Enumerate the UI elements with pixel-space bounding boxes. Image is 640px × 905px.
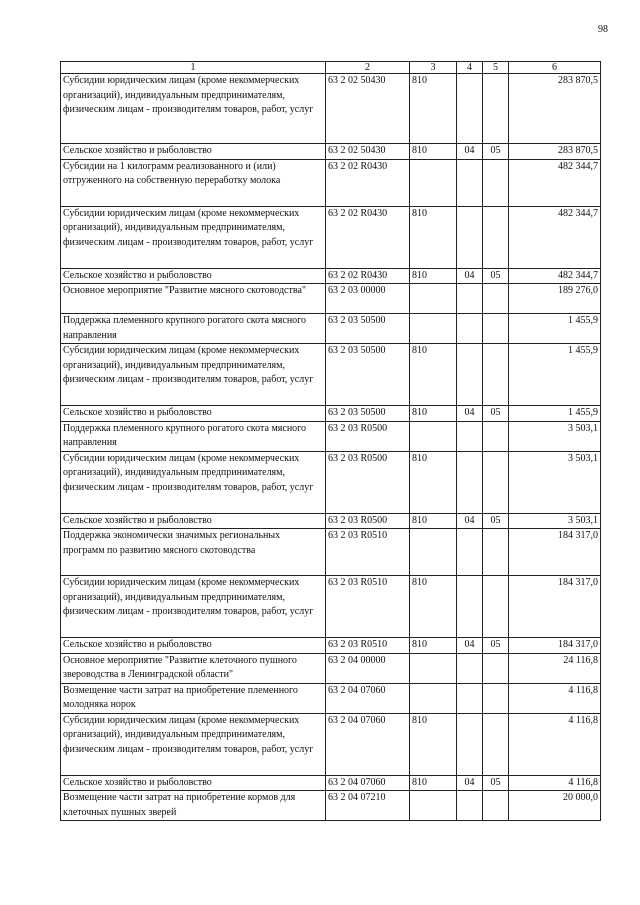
row-expense-type: 810 — [410, 713, 457, 775]
column-header: 5 — [483, 62, 509, 74]
row-name: Возмещение части затрат на приобретение кормов для клеточных пушных зверей — [61, 791, 326, 821]
table-row — [61, 683, 601, 713]
table-row — [61, 268, 601, 284]
row-name: Сельское хозяйство и рыболовство — [61, 144, 326, 160]
table-row — [61, 421, 601, 451]
table-row — [61, 638, 601, 654]
row-section — [457, 529, 483, 576]
row-subsection: 05 — [483, 513, 509, 529]
row-name: Поддержка экономически значимых региональных программ по развитию мясного скотоводства — [61, 529, 326, 576]
row-expense-type: 810 — [410, 576, 457, 638]
row-section — [457, 683, 483, 713]
row-amount: 482 344,7 — [509, 268, 601, 284]
row-expense-type — [410, 529, 457, 576]
row-code: 63 2 04 07060 — [326, 775, 410, 791]
table-row — [61, 144, 601, 160]
row-expense-type: 810 — [410, 206, 457, 268]
row-expense-type — [410, 683, 457, 713]
row-subsection — [483, 344, 509, 406]
row-subsection — [483, 653, 509, 683]
header-row — [61, 62, 601, 74]
table-row — [61, 576, 601, 638]
row-code: 63 2 03 00000 — [326, 284, 410, 314]
row-name: Сельское хозяйство и рыболовство — [61, 406, 326, 422]
row-section: 04 — [457, 513, 483, 529]
row-expense-type: 810 — [410, 406, 457, 422]
row-section — [457, 713, 483, 775]
row-amount: 482 344,7 — [509, 206, 601, 268]
row-code: 63 2 04 07060 — [326, 683, 410, 713]
row-name: Сельское хозяйство и рыболовство — [61, 775, 326, 791]
row-subsection — [483, 576, 509, 638]
row-subsection — [483, 284, 509, 314]
row-section — [457, 653, 483, 683]
row-amount: 283 870,5 — [509, 144, 601, 160]
table-row — [61, 344, 601, 406]
row-section — [457, 159, 483, 206]
table-row — [61, 451, 601, 513]
table-row — [61, 159, 601, 206]
row-section — [457, 284, 483, 314]
row-section — [457, 74, 483, 144]
row-expense-type — [410, 284, 457, 314]
column-header: 6 — [509, 62, 601, 74]
row-name: Субсидии юридическим лицам (кроме некоммерческих организаций), индивидуальным предпринимателям, физическим лицам - производителям товаров, работ, услуг — [61, 451, 326, 513]
row-code: 63 2 02 50430 — [326, 144, 410, 160]
row-subsection: 05 — [483, 638, 509, 654]
row-section — [457, 576, 483, 638]
row-code: 63 2 04 07210 — [326, 791, 410, 821]
row-amount: 4 116,8 — [509, 713, 601, 775]
row-code: 63 2 03 50500 — [326, 344, 410, 406]
row-subsection — [483, 74, 509, 144]
row-expense-type — [410, 314, 457, 344]
row-expense-type — [410, 653, 457, 683]
row-amount: 20 000,0 — [509, 791, 601, 821]
row-section — [457, 314, 483, 344]
row-expense-type: 810 — [410, 144, 457, 160]
table-row — [61, 284, 601, 314]
row-subsection — [483, 159, 509, 206]
row-name: Возмещение части затрат на приобретение племенного молодняка норок — [61, 683, 326, 713]
row-expense-type: 810 — [410, 74, 457, 144]
row-name: Поддержка племенного крупного рогатого скота мясного направления — [61, 314, 326, 344]
row-name: Основное мероприятие "Развитие мясного скотоводства" — [61, 284, 326, 314]
row-section: 04 — [457, 775, 483, 791]
row-section — [457, 421, 483, 451]
row-amount: 482 344,7 — [509, 159, 601, 206]
row-subsection — [483, 314, 509, 344]
row-expense-type — [410, 791, 457, 821]
row-name: Субсидии юридическим лицам (кроме некоммерческих организаций), индивидуальным предпринимателям, физическим лицам - производителям товаров, работ, услуг — [61, 206, 326, 268]
row-amount: 4 116,8 — [509, 775, 601, 791]
row-subsection — [483, 529, 509, 576]
row-amount: 1 455,9 — [509, 406, 601, 422]
row-subsection — [483, 451, 509, 513]
row-section — [457, 206, 483, 268]
row-name: Сельское хозяйство и рыболовство — [61, 268, 326, 284]
row-name: Субсидии юридическим лицам (кроме некоммерческих организаций), индивидуальным предпринимателям, физическим лицам - производителям товаров, работ, услуг — [61, 74, 326, 144]
row-amount: 1 455,9 — [509, 314, 601, 344]
row-amount: 283 870,5 — [509, 74, 601, 144]
table-row — [61, 775, 601, 791]
row-code: 63 2 03 50500 — [326, 314, 410, 344]
row-name: Основное мероприятие "Развитие клеточного пушного звероводства в Ленинградской области" — [61, 653, 326, 683]
table-row — [61, 406, 601, 422]
row-amount: 184 317,0 — [509, 638, 601, 654]
row-subsection — [483, 683, 509, 713]
budget-table — [60, 61, 601, 821]
row-section — [457, 791, 483, 821]
row-subsection: 05 — [483, 775, 509, 791]
row-expense-type: 810 — [410, 513, 457, 529]
row-code: 63 2 02 50430 — [326, 74, 410, 144]
row-expense-type: 810 — [410, 775, 457, 791]
table-row — [61, 314, 601, 344]
page-number: 98 — [598, 24, 608, 35]
row-code: 63 2 03 R0500 — [326, 451, 410, 513]
table-row — [61, 529, 601, 576]
row-code: 63 2 03 50500 — [326, 406, 410, 422]
row-subsection — [483, 206, 509, 268]
row-amount: 3 503,1 — [509, 451, 601, 513]
row-expense-type: 810 — [410, 638, 457, 654]
row-amount: 184 317,0 — [509, 529, 601, 576]
column-header: 3 — [410, 62, 457, 74]
row-code: 63 2 02 R0430 — [326, 159, 410, 206]
row-section: 04 — [457, 406, 483, 422]
column-header: 2 — [326, 62, 410, 74]
table-row — [61, 206, 601, 268]
row-name: Субсидии на 1 килограмм реализованного и (или) отгруженного на собственную переработку молока — [61, 159, 326, 206]
row-name: Субсидии юридическим лицам (кроме некоммерческих организаций), индивидуальным предпринимателям, физическим лицам - производителям товаров, работ, услуг — [61, 576, 326, 638]
row-code: 63 2 03 R0510 — [326, 638, 410, 654]
table-row — [61, 791, 601, 821]
row-section: 04 — [457, 144, 483, 160]
row-section — [457, 344, 483, 406]
row-amount: 184 317,0 — [509, 576, 601, 638]
table-row — [61, 513, 601, 529]
row-name: Поддержка племенного крупного рогатого скота мясного направления — [61, 421, 326, 451]
row-expense-type: 810 — [410, 268, 457, 284]
row-code: 63 2 03 R0510 — [326, 529, 410, 576]
row-amount: 4 116,8 — [509, 683, 601, 713]
row-code: 63 2 04 07060 — [326, 713, 410, 775]
row-subsection: 05 — [483, 268, 509, 284]
row-amount: 189 276,0 — [509, 284, 601, 314]
table-row — [61, 713, 601, 775]
row-subsection — [483, 421, 509, 451]
row-amount: 1 455,9 — [509, 344, 601, 406]
row-expense-type: 810 — [410, 451, 457, 513]
row-code: 63 2 03 R0500 — [326, 421, 410, 451]
row-subsection: 05 — [483, 144, 509, 160]
table-row — [61, 74, 601, 144]
row-expense-type: 810 — [410, 344, 457, 406]
row-code: 63 2 02 R0430 — [326, 206, 410, 268]
row-section — [457, 451, 483, 513]
row-name: Сельское хозяйство и рыболовство — [61, 513, 326, 529]
row-amount: 3 503,1 — [509, 513, 601, 529]
row-expense-type — [410, 421, 457, 451]
table-row — [61, 653, 601, 683]
row-subsection — [483, 713, 509, 775]
row-amount: 24 116,8 — [509, 653, 601, 683]
row-code: 63 2 03 R0510 — [326, 576, 410, 638]
row-name: Субсидии юридическим лицам (кроме некоммерческих организаций), индивидуальным предпринимателям, физическим лицам - производителям товаров, работ, услуг — [61, 713, 326, 775]
column-header: 4 — [457, 62, 483, 74]
row-section: 04 — [457, 268, 483, 284]
row-name: Сельское хозяйство и рыболовство — [61, 638, 326, 654]
row-section: 04 — [457, 638, 483, 654]
row-code: 63 2 03 R0500 — [326, 513, 410, 529]
row-code: 63 2 04 00000 — [326, 653, 410, 683]
row-expense-type — [410, 159, 457, 206]
column-header: 1 — [61, 62, 326, 74]
row-name: Субсидии юридическим лицам (кроме некоммерческих организаций), индивидуальным предпринимателям, физическим лицам - производителям товаров, работ, услуг — [61, 344, 326, 406]
row-code: 63 2 02 R0430 — [326, 268, 410, 284]
row-subsection — [483, 791, 509, 821]
row-subsection: 05 — [483, 406, 509, 422]
row-amount: 3 503,1 — [509, 421, 601, 451]
